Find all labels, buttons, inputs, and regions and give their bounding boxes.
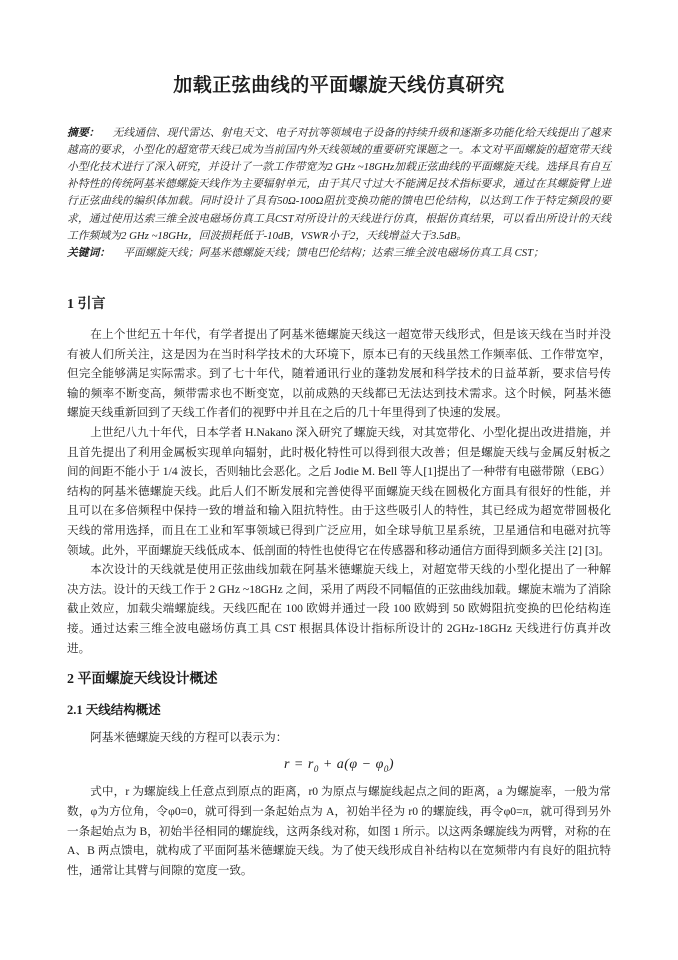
paper-title: 加载正弦曲线的平面螺旋天线仿真研究 <box>173 75 505 96</box>
keywords-label: 关键词： <box>67 247 111 260</box>
abstract-label: 摘要： <box>67 126 100 139</box>
abstract-text: 无线通信、现代雷达、射电天文、电子对抗等领域电子设备的持续升级和逐渐多功能化给天线提出了越来越高的要求，小型化的超宽带天线已成为当前国内外天线领域的重要研究课题之一。本文对平面螺旋的超宽带天线小型化技术进行了深入研究，并设计了一款工作带宽为2 GHz ~18GHz加载正弦曲线的平面螺旋天线。选择具有自互补特性的传统阿基米德螺旋天线作为主要辐射单元，由于其尺寸过大不能满足技术指标要求，通过在其螺旋臂上进行正弦曲线的编织体加载。同时设计了具有50Ω-100Ω阻抗变换功能的馈电巴伦结构，以达到工作于特定频段的要求，通过使用达索三维全波电磁场仿真工具CST对所设计的天线进行仿真，根据仿真结果，可以看出所设计的天线工作频域为2 GHz ~18GHz，回波损耗低于-10dB，VSWR小于2，天线增益大于3.5dB。 <box>67 126 611 242</box>
section-1-paragraph-1: 在上个世纪五十年代，有学者提出了阿基米德螺旋天线这一超宽带天线形式，但是该天线在当时并没有被人们所关注，这是因为在当时科学技术的大环境下，原本已有的天线虽然工作频率低、工作带宽窄，但完全能够满足实际需求。到了七十年代，随着通讯行业的蓬勃发展和科学技术的日益革新，要求信号传输的频率不断变高，频带需求也不断变宽，以前成熟的天线都已无法达到技术需求。这个时候，阿基米德螺旋天线重新回到了天线工作者们的视野中并且在之后的几十年里得到了快速的发展。 <box>67 328 611 420</box>
equation-subscript-1: 0 <box>313 763 319 774</box>
section-2-paragraph-1: 式中，r 为螺旋线上任意点到原点的距离，r0 为原点与螺旋线起点之间的距离，a 为螺旋率，一般为常数，φ为方位角，令φ0=0，就可得到一条起始点为 A，初始半径为 r0 的螺旋线，再令φ0=π，就可得到另外一条起始点为 B，初始半径相同的螺旋线，这两条线对称，如图 1 所示。以这两条螺旋线为两臂，对称的在 A、B 两点馈电，就构成了平面阿基米德螺旋天线。为了使天线形成自补结构以在宽频带内有良好的阻抗特性，通常让其臂与间隙的宽度一致。 <box>67 785 611 877</box>
equation-mid: + a(φ − φ <box>318 756 384 772</box>
spiral-equation <box>67 757 611 774</box>
equation-lhs: r = r <box>283 756 314 772</box>
equation-subscript-2: 0 <box>383 763 389 774</box>
section-2-1-heading: 2.1 天线结构概述 <box>67 703 161 718</box>
equation-intro-paragraph: 阿基米德螺旋天线的方程可以表示为： <box>90 730 288 744</box>
section-1-heading: 1 引言 <box>67 297 106 313</box>
keywords-text: 平面螺旋天线；阿基米德螺旋天线；馈电巴伦结构；达索三维全波电磁场仿真工具 CST； <box>123 247 544 260</box>
section-1-paragraph-3: 本次设计的天线就是使用正弦曲线加载在阿基米德螺旋天线上，对超宽带天线的小型化提出了一种解决方法。设计的天线工作于 2 GHz ~18GHz 之间，采用了两段不同幅值的正弦曲线加载。螺旋末端为了消除截止效应，加载尖端螺旋线。天线匹配在 100 欧姆并通过一段 100 欧姆到 50 欧姆阻抗变换的巴伦结构连接。通过达索三维全波电磁场仿真工具 CST 根据具体设计指标所设计的 2GHz-18GHz 天线进行仿真并改进。 <box>67 563 611 655</box>
equation-end: ) <box>388 756 395 772</box>
abstract-paragraph <box>67 125 611 245</box>
keywords-line <box>67 245 611 262</box>
section-1-paragraph-2: 上世纪八九十年代，日本学者 H.Nakano 深入研究了螺旋天线，对其宽带化、小型化提出改进措施，并且首先提出了利用金属板实现单向辐射，此时极化特性可以得到很大改善；但是螺旋天线与金属反射板之间的间距不能小于 1/4 波长，否则轴比会恶化。之后 Jodie M. Bell 等人[1]提出了一种带有电磁带隙（EBG）结构的阿基米德螺旋天线。此后人们不断发展和完善使得平面螺旋天线在圆极化方面具有很好的性能，并且可以在多倍频程中保持一致的增益和输入阻抗特性。由于这些吸引人的特性，其已经成为超宽带圆极化天线的常用选择，而且在工业和军事领域已得到广泛应用，如全球导航卫星系统，卫星通信和电磁对抗等领域。此外，平面螺旋天线低成本、低剖面的特性也使得它在传感器和移动通信方面得到颇多关注 [2] [3]。 <box>67 426 611 557</box>
section-2-heading: 2 平面螺旋天线设计概述 <box>67 672 218 688</box>
